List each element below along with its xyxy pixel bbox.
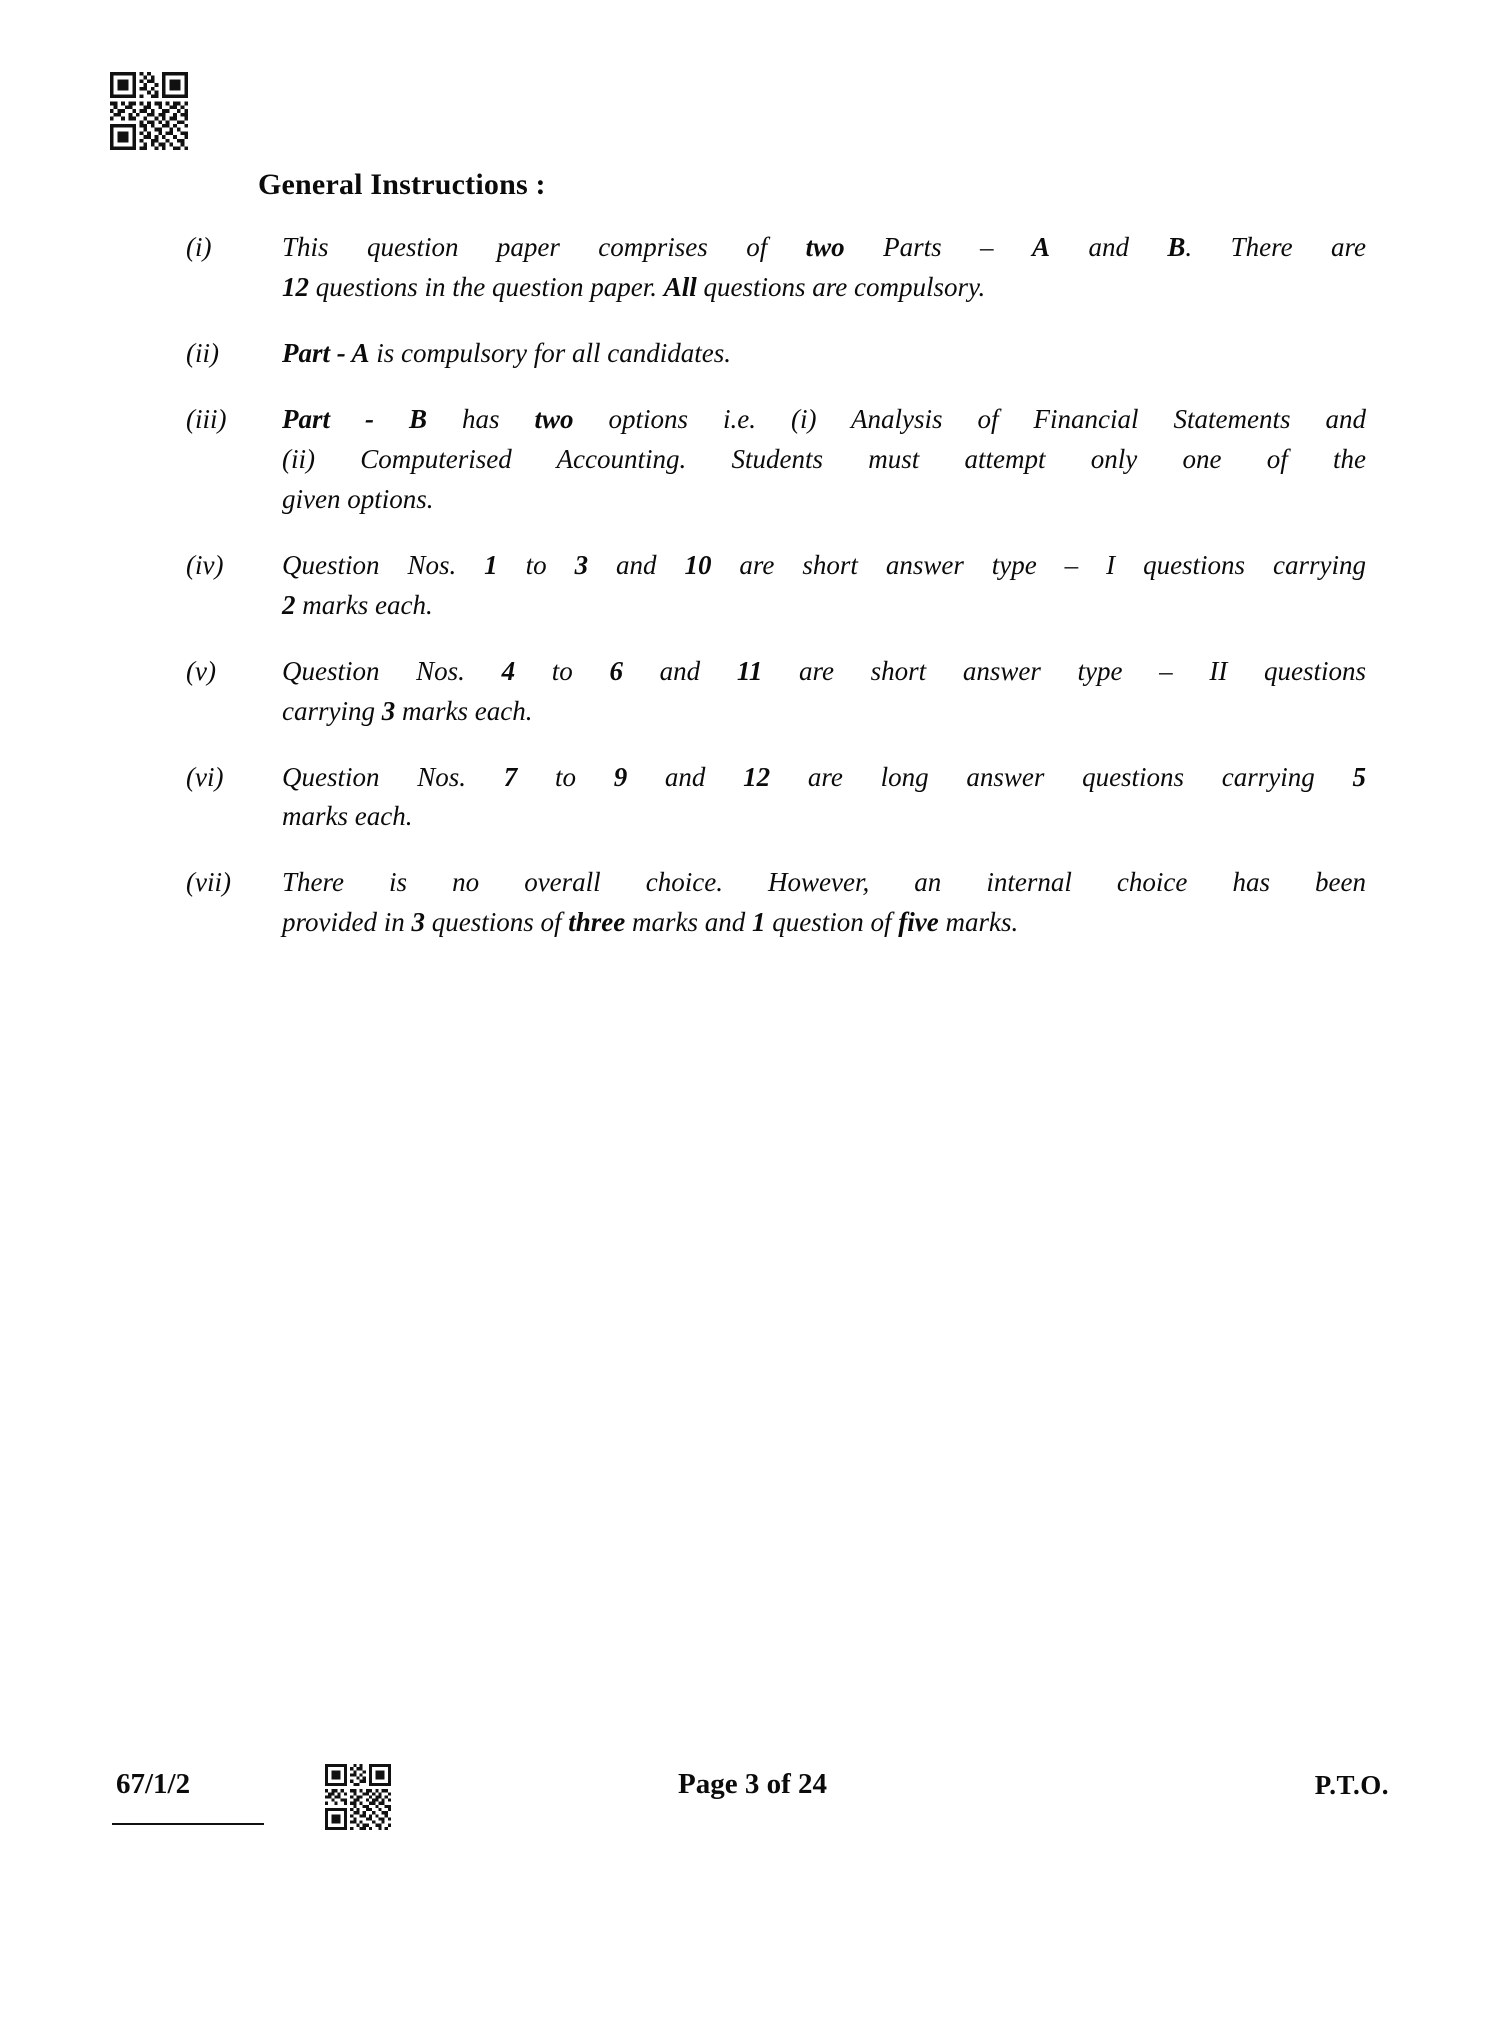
page-title: General Instructions :	[258, 168, 546, 201]
instruction-line: provided in 3 questions of three marks and 1 question of five marks.	[282, 907, 1019, 938]
instruction-line: (ii) Computerised Accounting. Students must attempt only one of the	[282, 443, 1366, 474]
instruction-text	[282, 228, 1366, 308]
emphasis-text: 1	[752, 907, 766, 938]
instruction-marker: (ii)	[186, 337, 219, 368]
emphasis-text: 12	[743, 761, 771, 792]
instruction-line: Part - B has two options i.e. (i) Analysis of Financial Statements and	[282, 403, 1366, 434]
page-number: Page 3 of 24	[678, 1768, 827, 1800]
paper-code: 67/1/2	[116, 1768, 191, 1800]
instruction-marker: (iii)	[186, 403, 227, 434]
instruction-line: There is no overall choice. However, an internal choice has been	[282, 867, 1366, 898]
instruction-line: 2 marks each.	[282, 589, 433, 620]
emphasis-text: 10	[684, 549, 712, 580]
emphasis-text: three	[568, 907, 626, 938]
instruction-text	[282, 758, 1366, 838]
instruction-line: Part - A is compulsory for all candidates.	[282, 337, 731, 368]
emphasis-text: 9	[613, 761, 628, 792]
emphasis-text: 2	[282, 589, 296, 620]
instruction-text	[282, 546, 1366, 626]
emphasis-text: 7	[503, 761, 518, 792]
instruction-item	[186, 863, 1366, 943]
instruction-line: Question Nos. 1 to 3 and 10 are short answer type – I questions carrying	[282, 549, 1366, 580]
instruction-marker: (iv)	[186, 549, 224, 580]
emphasis-text: 4	[501, 655, 516, 686]
emphasis-text: A	[1032, 232, 1051, 262]
instruction-item	[186, 652, 1366, 732]
instruction-marker: (v)	[186, 655, 216, 686]
emphasis-text: Part - B	[282, 403, 428, 434]
emphasis-text: B	[1167, 232, 1186, 262]
emphasis-text: Part - A	[282, 337, 370, 368]
instruction-text	[282, 400, 1366, 520]
emphasis-text: 3	[574, 549, 589, 580]
instruction-line: marks each.	[282, 801, 413, 832]
instruction-line: Question Nos. 7 to 9 and 12 are long answer questions carrying 5	[282, 761, 1367, 792]
footer-divider	[112, 1823, 264, 1825]
qr-code-icon	[110, 72, 188, 150]
instruction-text	[282, 334, 1366, 374]
instruction-line: This question paper comprises of two Parts – A and B. There are	[282, 232, 1366, 262]
instruction-text	[282, 652, 1366, 732]
instruction-item	[186, 400, 1366, 520]
instruction-item	[186, 334, 1366, 374]
instruction-item	[186, 228, 1366, 308]
instruction-marker: (i)	[186, 232, 212, 262]
instruction-item	[186, 758, 1366, 838]
emphasis-text: 1	[484, 549, 498, 580]
emphasis-text: 12	[282, 271, 309, 302]
instruction-marker: (vii)	[186, 867, 231, 898]
emphasis-text: five	[898, 907, 939, 938]
instruction-item	[186, 546, 1366, 626]
emphasis-text: 3	[381, 695, 396, 726]
emphasis-text: two	[534, 403, 574, 434]
general-instructions-list	[186, 228, 1366, 969]
instruction-line: given options.	[282, 483, 434, 514]
instruction-line: carrying 3 marks each.	[282, 695, 533, 726]
instruction-line: 12 questions in the question paper. All questions are compulsory.	[282, 271, 986, 302]
instruction-line: Question Nos. 4 to 6 and 11 are short answer type – II questions	[282, 655, 1366, 686]
instruction-marker: (vi)	[186, 761, 224, 792]
emphasis-text: 3	[411, 907, 425, 938]
pto-label: P.T.O.	[1314, 1770, 1389, 1800]
emphasis-text: 11	[736, 655, 763, 686]
page-footer	[0, 1768, 1505, 1898]
emphasis-text: 6	[609, 655, 623, 686]
emphasis-text: All	[663, 271, 697, 302]
emphasis-text: 5	[1352, 761, 1367, 792]
emphasis-text: two	[805, 232, 845, 262]
instruction-text	[282, 863, 1366, 943]
